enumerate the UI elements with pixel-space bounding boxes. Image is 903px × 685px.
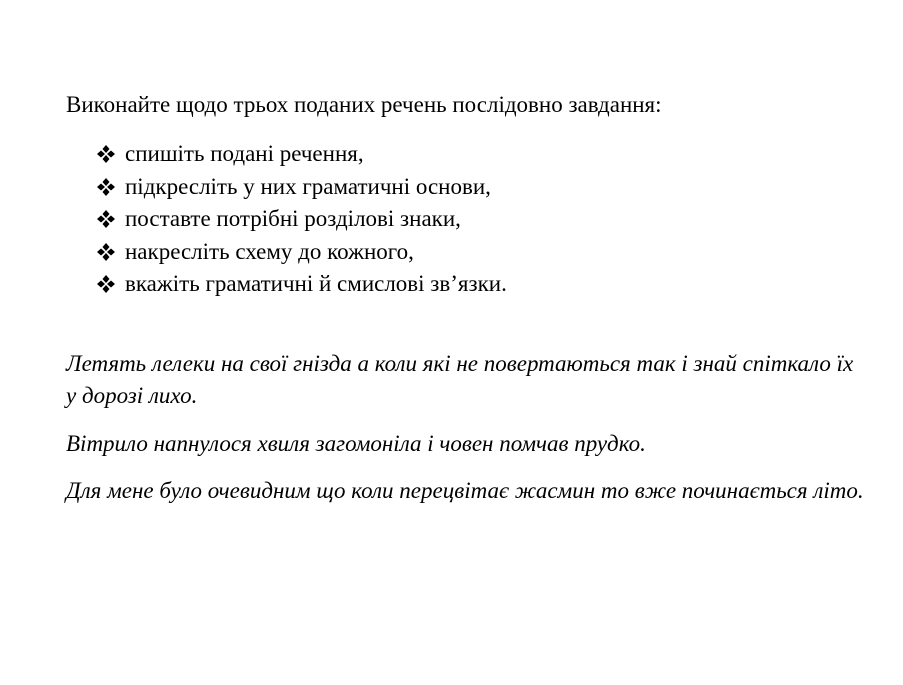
task-text: підкресліть у них граматичні основи, xyxy=(125,173,491,199)
sentence-1: Летять лелеки на свої гнізда а коли які не повертаються так і знай спіткало їх у дорозі лихо. xyxy=(66,351,854,408)
task-text: вкажіть граматичні й смислові зв’язки. xyxy=(125,271,507,297)
list-item xyxy=(96,171,507,204)
task-text: накресліть схему до кожного, xyxy=(125,238,414,264)
sentence-2: Вітрило напнулося хвиля загомоніла і човен помчав прудко. xyxy=(66,431,646,456)
instruction-text: Виконайте щодо трьох поданих речень послідовно завдання: xyxy=(66,92,662,117)
task-list xyxy=(96,138,507,301)
four-diamond-bullet-icon xyxy=(96,209,116,229)
list-item xyxy=(96,236,507,269)
task-text: поставте потрібні розділові знаки, xyxy=(125,206,461,232)
list-item xyxy=(96,203,507,236)
four-diamond-bullet-icon xyxy=(96,242,116,262)
task-text: спишіть подані речення, xyxy=(125,141,364,167)
four-diamond-bullet-icon xyxy=(96,177,116,197)
sentence-3: Для мене було очевидним що коли перецвітає жасмин то вже починається літо. xyxy=(66,478,864,503)
list-item xyxy=(96,268,507,301)
four-diamond-bullet-icon xyxy=(96,274,116,294)
four-diamond-bullet-icon xyxy=(96,144,116,164)
list-item xyxy=(96,138,507,171)
